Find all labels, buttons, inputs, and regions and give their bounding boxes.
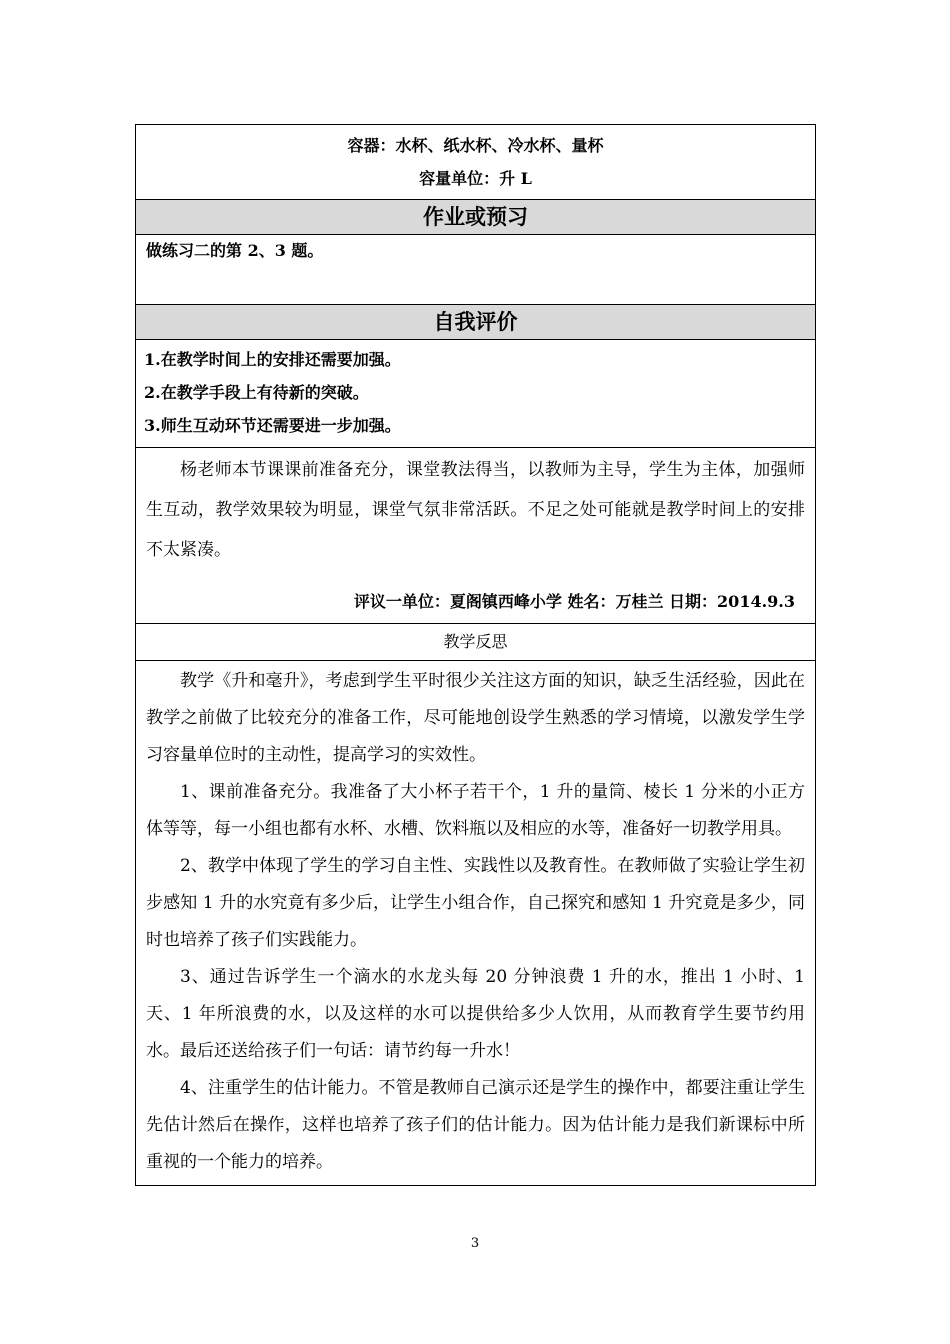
review-signature: 评议一单位：夏阁镇西峰小学 姓名：万桂兰 日期：2014.9.3 (353, 592, 795, 611)
self-eval-item: 3.师生互动环节还需要进一步加强。 (144, 416, 401, 435)
reflection-paragraph: 3、通过告诉学生一个滴水的水龙头每 20 分钟浪费 1 升的水，推出 1 小时、1 天、1 年所浪费的水，以及这样的水可以提供给多少人饮用，从而教育学生要节约用水。最后还送给孩子们一句话：请节约每一升水！ (146, 967, 805, 1061)
lesson-table (135, 124, 816, 1186)
reflection-header: 教学反思 (136, 623, 815, 660)
self-eval-item: 1.在教学时间上的安排还需要加强。 (144, 350, 401, 369)
self-eval-list (136, 339, 815, 447)
unit-line: 容量单位：升 L (419, 169, 532, 188)
containers-line: 容器：水杯、纸水杯、冷水杯、量杯 (347, 136, 604, 155)
homework-header: 作业或预习 (136, 199, 815, 234)
reflection-paragraph: 教学《升和毫升》，考虑到学生平时很少关注这方面的知识，缺乏生活经验，因此在教学之前做了比较充分的准备工作，尽可能地创设学生熟悉的学习情境，以激发学生学习容量单位时的主动性，提高学习的实效性。 (146, 671, 805, 765)
reflection-paragraph: 1、课前准备充分。我准备了大小杯子若干个，1 升的量筒、棱长 1 分米的小正方体等等，每一小组也都有水杯、水槽、饮料瓶以及相应的水等，准备好一切教学用具。 (146, 782, 805, 839)
review-text: 杨老师本节课课前准备充分，课堂教法得当，以教师为主导，学生为主体，加强师生互动，教学效果较为明显，课堂气氛非常活跃。不足之处可能就是教学时间上的安排不太紧凑。 (146, 460, 805, 560)
reflection-paragraph: 4、注重学生的估计能力。不管是教师自己演示还是学生的操作中，都要注重让学生先估计然后在操作，这样也培养了孩子们的估计能力。因为估计能力是我们新课标中所重视的一个能力的培养。 (146, 1078, 805, 1172)
page-number: 3 (470, 1236, 480, 1251)
homework-text: 做练习二的第 2、3 题。 (136, 234, 815, 304)
reflection-body (136, 660, 815, 1185)
self-eval-header: 自我评价 (136, 304, 815, 339)
reflection-paragraph: 2、教学中体现了学生的学习自主性、实践性以及教育性。在教师做了实验让学生初步感知 1 升的水究竟有多少后，让学生小组合作，自己探究和感知 1 升究竟是多少，同时也培养了孩子们实践能力。 (146, 856, 805, 950)
review-section (136, 447, 815, 623)
containers-section (136, 125, 815, 199)
self-eval-item: 2.在教学手段上有待新的突破。 (144, 383, 369, 402)
